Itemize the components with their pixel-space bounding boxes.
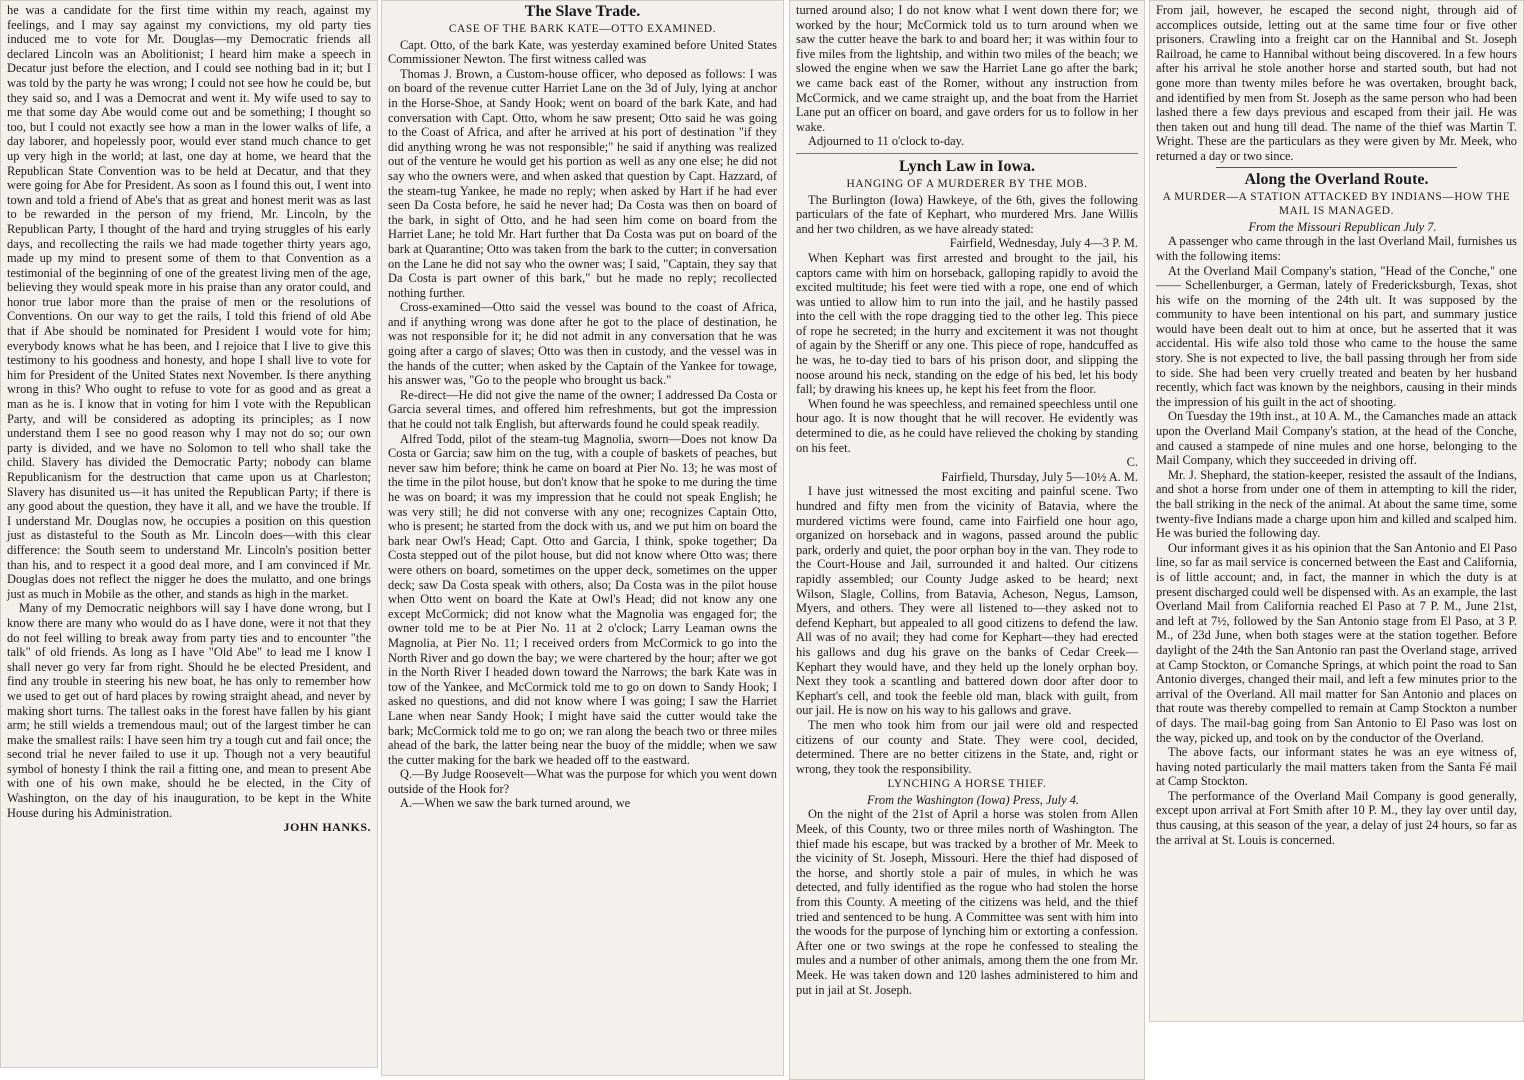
paragraph: On Tuesday the 19th inst., at 10 A. M., the Camanches made an attack upon the Overland Mail Company's station, at the head of the Conche, and caused a stampede of nine mules and one horse, belonging to the Mail Company, which they succeeded in driving off. bbox=[1156, 409, 1517, 468]
column-overland-route bbox=[1149, 0, 1524, 1022]
column-lynch-law bbox=[789, 0, 1145, 1080]
divider bbox=[796, 153, 1138, 154]
signature: C. bbox=[1126, 455, 1138, 470]
dateline: Fairfield, Thursday, July 5—10½ A. M. bbox=[941, 469, 1138, 484]
adjourned-note: Adjourned to 11 o'clock to-day. bbox=[808, 134, 965, 149]
paragraph: Thomas J. Brown, a Custom-house officer, who deposed as follows: I was on board of the revenue cutter Harriet Lane on the 3d of July, lying at anchor in the Horse-Shoe, at Sandy Hook; went on board of the bark Kate, and had conversation with Capt. Otto, whom he saw present; Otto said he was going to the Coast of Africa, and after he arrived at his port of destination "if they did anything wrong he was not responsible;" he said if anything was realized out of the venture he would get his portion as well as any one else; he did not say who the owners were, and when asked that question by Capt. Hazzard, of the steam-tug Yankee, he made no reply; when asked by Hart if he had ever seen Da Costa before, he said he never had; Da Costa was then on board of the bark, in sight of Otto, and he had seen him come on board from the Harriet Lane; he told Mr. Hart further that Da Costa was put on board of the bark at Quarantine; Otto was taken from the bark to the cutter; in conversation on the Lane he did not say who the owner was; I said, "Captain, they say that Da Costa is part owner of this bark," but he made no reply; recollected nothing further. bbox=[388, 66, 777, 300]
paragraph: turned around also; I do not know what I went down there for; we worked by the hour; McCormick told us to turn around when we saw the cutter heave the bark to and board her; it was within four to five miles from the lightship, and within two miles of the beach; we slowed the engine when we saw the Harriet Lane go after the bark; we came back east of the Romer, without any instruction from McCormick, and we came straight up, and the boat from the Harriet Lane put an officer on board, and gave orders for us to follow in her wake. bbox=[796, 3, 1138, 134]
headline-slave-trade: The Slave Trade. bbox=[524, 3, 641, 20]
paragraph: The men who took him from our jail were old and respected citizens of our county and State. They were cool, decided, determined. There are no better citizens in the State, and, right or wrong, they took the responsibility. bbox=[796, 717, 1138, 776]
column-slave-trade bbox=[381, 0, 784, 1076]
paragraph: A.—When we saw the bark turned around, we bbox=[400, 796, 631, 811]
paragraph: he was a candidate for the first time within my reach, against my feelings, and I may say against my convictions, my old party ties induced me to vote for Mr. Douglas—my Democratic friends all declared Lincoln was an Abolitionist; I heard him make a speech in Decatur just before the election, and I could see nothing bad in it; but I was told by the party he was wrong; I could not see how he could be, but they said so, and I was a Democrat and went it. My wife used to say to me that some day Abe would come out and be something; I thought so too, but I could not exactly see how a man in the lower walks of life, a day laborer, and hopelessly poor, would ever stand much chance to get up very high in the world; at last, one day at home, we heard that the Republican State Convention was to be held at Decatur, and that they were going for Abe for President. As soon as I found this out, I went into town and told a friend of Abe's that as great and honest merit was as last to be rewarded in the person of my friend, Mr. Lincoln, by the Republican Party, I thought of the hard and trying struggles of his early days, and recollecting the rails we had made together thirty years ago, made up my mind to present some of them to that Convention as a testimonial of the beginning of one of the greatest living men of the age, believing they would speak more in his praise than any orator could, and honor true labor more than the praise of men or the resolutions of Conventions. On our way to get the rails, I told this friend of old Abe that if Abe should be nominated for President I would vote for him; everybody knows what he has been, and I rejoice that I live to give this testimony to his goodness and honesty, and hope I shall live to vote for him for President of the United States next November. Is there anything wrong in this? Who ought to refuse to vote for as good and as great a man as he is. I know that in voting for him I vote with the Republican Party, and will be considered as adopting its principles; as I now understand them I see no good reason why I may not do so; our own party is divided, and we have no Solomon to tell who shall take the child. Slavery has divided the Democratic Party; nobody can blame Republicanism for the destruction that came upon us at Charleston; Slavery has disunited us—it has united the Republican Party; if there is any good about the question, they have it all, and we have the trouble. If I understand Mr. Douglas now, he occupies a position on this question just as distasteful to the South as Mr. Lincoln does—with this clear difference: the South seem to understand Mr. Lincoln's position better than his, and to respect it a good deal more, and I am convinced if Mr. Douglas does not reflect the nigger he does the mulatto, and one brings just as much in Mobile as the other, and stands as high in the market. bbox=[7, 3, 371, 601]
paragraph: From jail, however, he escaped the second night, through aid of accomplices outside, letting out at the same time four or five other prisoners. Crawling into a freight car on the Hannibal and St. Joseph Railroad, he came to Hannibal without being discovered. In a few hours after his arrival he stole another horse and started south, but had not gone more than twenty miles before he was overtaken, brought back, and identified by men from St. Joseph as the same person who had been lashed there a few days previous and escaped from their jail. He was then taken out and hung till dead. The name of the thief was Martin T. Wright. These are the particulars as they were given by Mr. Meek, who returned a day or two since. bbox=[1156, 3, 1517, 163]
paragraph: The above facts, our informant states he was an eye witness of, having noted particularly the mail matters taken from the Santa Fé mail at Camp Stockton. bbox=[1156, 745, 1517, 789]
paragraph: At the Overland Mail Company's station, "Head of the Conche," one —— Schellenburger, a German, lately of Fredericksburgh, Texas, shot his wife on the morning of the 24th ult. It was supposed by the community to have been intentional on his part, and summary justice would have been dealt out to him at once, but he asserted that it was accidental. His wife also told those who came to the house the same story. She is not expected to live, the ball passing through her from side to side. She had been very cruelly treated and beaten by her husband recently, which fact was known by the neighbors, causing in their minds the impression of his guilt in the act of shooting. bbox=[1156, 263, 1517, 409]
paragraph: Capt. Otto, of the bark Kate, was yesterday examined before United States Commissioner Newton. The first witness called was bbox=[388, 37, 777, 67]
paragraph: On the night of the 21st of April a horse was stolen from Allen Meek, of this County, two or three miles north of Washington. The thief made his escape, but was tracked by a brother of Mr. Meek to the vicinity of St. Joseph, Missouri. Here the thief had disposed of the horse, and shortly stole a pair of mules, in which he was detected, and fully identified as the rogue who had stolen the horse from this County. A meeting of the citizens was held, and the thief tried and sentenced to be hung. A Committee was sent with him into the woods for the purpose of lynching him or extorting a confession. After one or two swings at the rope he confessed to stealing the mules and a number of other animals, among them the one from Mr. Meek. He was taken down and 120 lashes administered to him and put in jail at St. Joseph. bbox=[796, 807, 1138, 997]
paragraph: Q.—By Judge Roosevelt—What was the purpose for which you went down outside of the Hook for? bbox=[388, 767, 777, 796]
column-hanks-letter bbox=[0, 0, 378, 1068]
paragraph: Our informant gives it as his opinion that the San Antonio and El Paso line, so far as mail service is concerned between the East and California, is of little account; and, in fact, the manner in which the duty is at present discharged could well be dispensed with. As an example, the last Overland Mail from California reached El Paso at 7 P. M., June 21st, and left at 7½, followed by the San Antonio stage from El Paso, at 3 P. M., of 23d June, when both stages were at the station together. Before daylight of the 24th the San Antonio ran past the Overland stage, arrived at Camp Stockton, or Comanche Springs, at which point the road to San Antonio diverges, changed their mail, and left a few minutes prior to the arrival of the Overland. All mail matter for San Antonio and places on that route was thereby compelled to remain at Camp Stockton a number of days. The mail-bag going from San Antonio to El Paso was lost on the way, picked up, and took on by the conductor of the Overland. bbox=[1156, 540, 1517, 745]
paragraph: Re-direct—He did not give the name of the owner; I addressed Da Costa or Garcia several times, and offered him refreshments, but got the impression that he could not talk English, but afterwards found he could speak readily. bbox=[388, 387, 777, 432]
signature: JOHN HANKS. bbox=[283, 820, 371, 835]
paragraph: A passenger who came through in the last Overland Mail, furnishes us with the following items: bbox=[1156, 234, 1517, 263]
headline-lynch-law: Lynch Law in Iowa. bbox=[898, 157, 1036, 175]
paragraph: I have just witnessed the most exciting and painful scene. Two hundred and fifty men from the vicinity of Batavia, where the murdered victims were found, came into Fairfield one hour ago, organized on horseback and in wagons, passed around the public park, orderly and quiet, the poor orphan boy in the van. They rode to the Court-House and Jail, surrounded it and halted. Our citizens rapidly assembled; our County Judge asked to be heard; next Wilson, Slagle, Collins, from Batavia, Acheson, Negus, Lamson, Myers, and others. They were all listened to—they asked not to defend Kephart, but appealed to all good citizens to defend the law. All was of no avail; they had come for Kephart—they had erected his gallows and dug his grave on the banks of Cedar Creek—Kephart they would have, and they held up the lonely orphan boy. Next they took a scantling and battered down door after door to Kephart's cell, and took the feeble old man, black with guilt, from our jail. He is now on his way to his gallows and grave. bbox=[796, 484, 1138, 718]
headline-overland-route: Along the Overland Route. bbox=[1244, 170, 1429, 188]
subhead-murder-station: A MURDER—A STATION ATTACKED BY INDIANS—HOW THE MAIL IS MANAGED. bbox=[1162, 190, 1511, 218]
paragraph: The Burlington (Iowa) Hawkeye, of the 6th, gives the following particulars of the fate of Kephart, who murdered Mrs. Jane Willis and her two children, as we have already stated: bbox=[796, 192, 1138, 236]
subhead-horse-thief: LYNCHING A HORSE THIEF. bbox=[887, 778, 1047, 791]
source-line: From the Missouri Republican July 7. bbox=[1248, 219, 1437, 234]
source-line: From the Washington (Iowa) Press, July 4. bbox=[867, 792, 1079, 807]
paragraph: Many of my Democratic neighbors will say I have done wrong, but I know there are many who would do as I have done, were it not that they do not feel willing to break away from party ties and to encounter "the talk" of old friends. As long as I have "Old Abe" to lead me I know I shall never go very far from right. Should he be elected President, and find any trouble in steering his new boat, he has only to remember how we used to get out of hard places by rowing straight ahead, and never by making short turns. The tallest oaks in the forest have fallen by his giant arm; he still wields a tremendous maul; out of the largest timber he can make the smallest rails: I have seen him try a tough cut and fail once; the second trial he never failed to use it up. Though not a very beautiful symbol of honesty I think the rail a fitting one, and mean to present Abe with one of his own make, should he be elected, in the City of Washington, on the day of his inauguration, to be kept in the White House during his Administration. bbox=[7, 601, 371, 820]
paragraph: Mr. J. Shephard, the station-keeper, resisted the assault of the Indians, and shot a horse from under one of them in attempting to kill the rider, the ball striking in the neck of the animal. At about the same time, some twenty-five Indians made a charge upon him and killed and scalped him. He was buried the following day. bbox=[1156, 467, 1517, 541]
divider bbox=[1216, 167, 1457, 168]
paragraph: Cross-examined—Otto said the vessel was bound to the coast of Africa, and if anything wrong was done after he got to the place of destination, he was not responsible for it; he did not admit in any conversation that he was going after a cargo of slaves; Otto was then in custody, and the vessel was in the hands of the cutter; when asked by the Captain of the Yankee for towage, his answer was, "Go to the people who brought us back." bbox=[388, 300, 777, 388]
dateline: Fairfield, Wednesday, July 4—3 P. M. bbox=[949, 236, 1138, 251]
paragraph: When Kephart was first arrested and brought to the jail, his captors came with him on horseback, galloping rapidly to avoid the excited multitude; his feet were tied with a rope, one end of which was untied to allow him to run into the jail, and he hastily passed into the cell with the rope dragging tied to the other leg. This piece of rope he secreted; in the hurry and excitement it was not thought of again by the Sheriff or any one. This piece of rope, handcuffed as he was, he to-day tied to bars of his prison door, and slipping the noose around his neck, standing on the edge of his bed, let his body fall; by drawing his knees up, he kept his feet from the floor. bbox=[796, 250, 1138, 397]
paragraph: Alfred Todd, pilot of the steam-tug Magnolia, sworn—Does not know Da Costa or Garcia; saw him on the tug, with a couple of baskets of peaches, but never saw him before; think he came on board at Pier No. 13; he was most of the time in the pilot house, but don't know that he spoke to me during the time he was on board; it was my impression that he could not speak English; he was very still; he did not converse with any one; recognizes Captain Otto, who is present; he started from the dock with us, and we put him on board the bark near Owl's Head; Capt. Otto and Garcia, I think, spoke together; Da Costa stepped out of the pilot house, but did not know where Otto was; there were others on board, sometimes on the upper deck, sometimes on the upper deck; saw Da Costa speak with others, also; Da Costa was in the pilot house when Otto went on board the Kate at Owl's Head; did not know any one except McCormick; did not know what the Magnolia was engaged for; the owner told me to be at Pier No. 11 at 2 o'clock; Larry Leaman owns the Magnolia, at Pier No. 11; I received orders from McCormick to go into the North River and go down the bay; we were chartered by the hour; after we got in the North River I headed down toward the Narrows; the bark Kate was in tow of the Yankee, and McCormick told me to go on down to Sandy Hook; I asked no questions, and did not know where I was going; I saw the Harriet Lane when near Sandy Hook; I might have said the cutter would take the bark; McCormick told me to go on; we ran along the beach two or three miles ahead of the bark, the latter being near the buoy of the middle; when we saw the cutter making for the bark we headed off to the eastward. bbox=[388, 431, 777, 767]
subhead-bark-kate: CASE OF THE BARK KATE—OTTO EXAMINED. bbox=[448, 23, 717, 35]
paragraph: When found he was speechless, and remained speechless until one hour ago. It is now thought that he will recover. He evidently was determined to die, as he could have relieved the choking by standing on his feet. bbox=[796, 396, 1138, 455]
subhead-hanging: HANGING OF A MURDERER BY THE MOB. bbox=[846, 177, 1088, 190]
paragraph: The performance of the Overland Mail Company is good generally, except upon arrival at Fort Smith after 10 P. M., they lay over until day, thus causing, at this season of the year, a delay of just 24 hours, so far as the arrival at St. Louis is concerned. bbox=[1156, 788, 1517, 847]
